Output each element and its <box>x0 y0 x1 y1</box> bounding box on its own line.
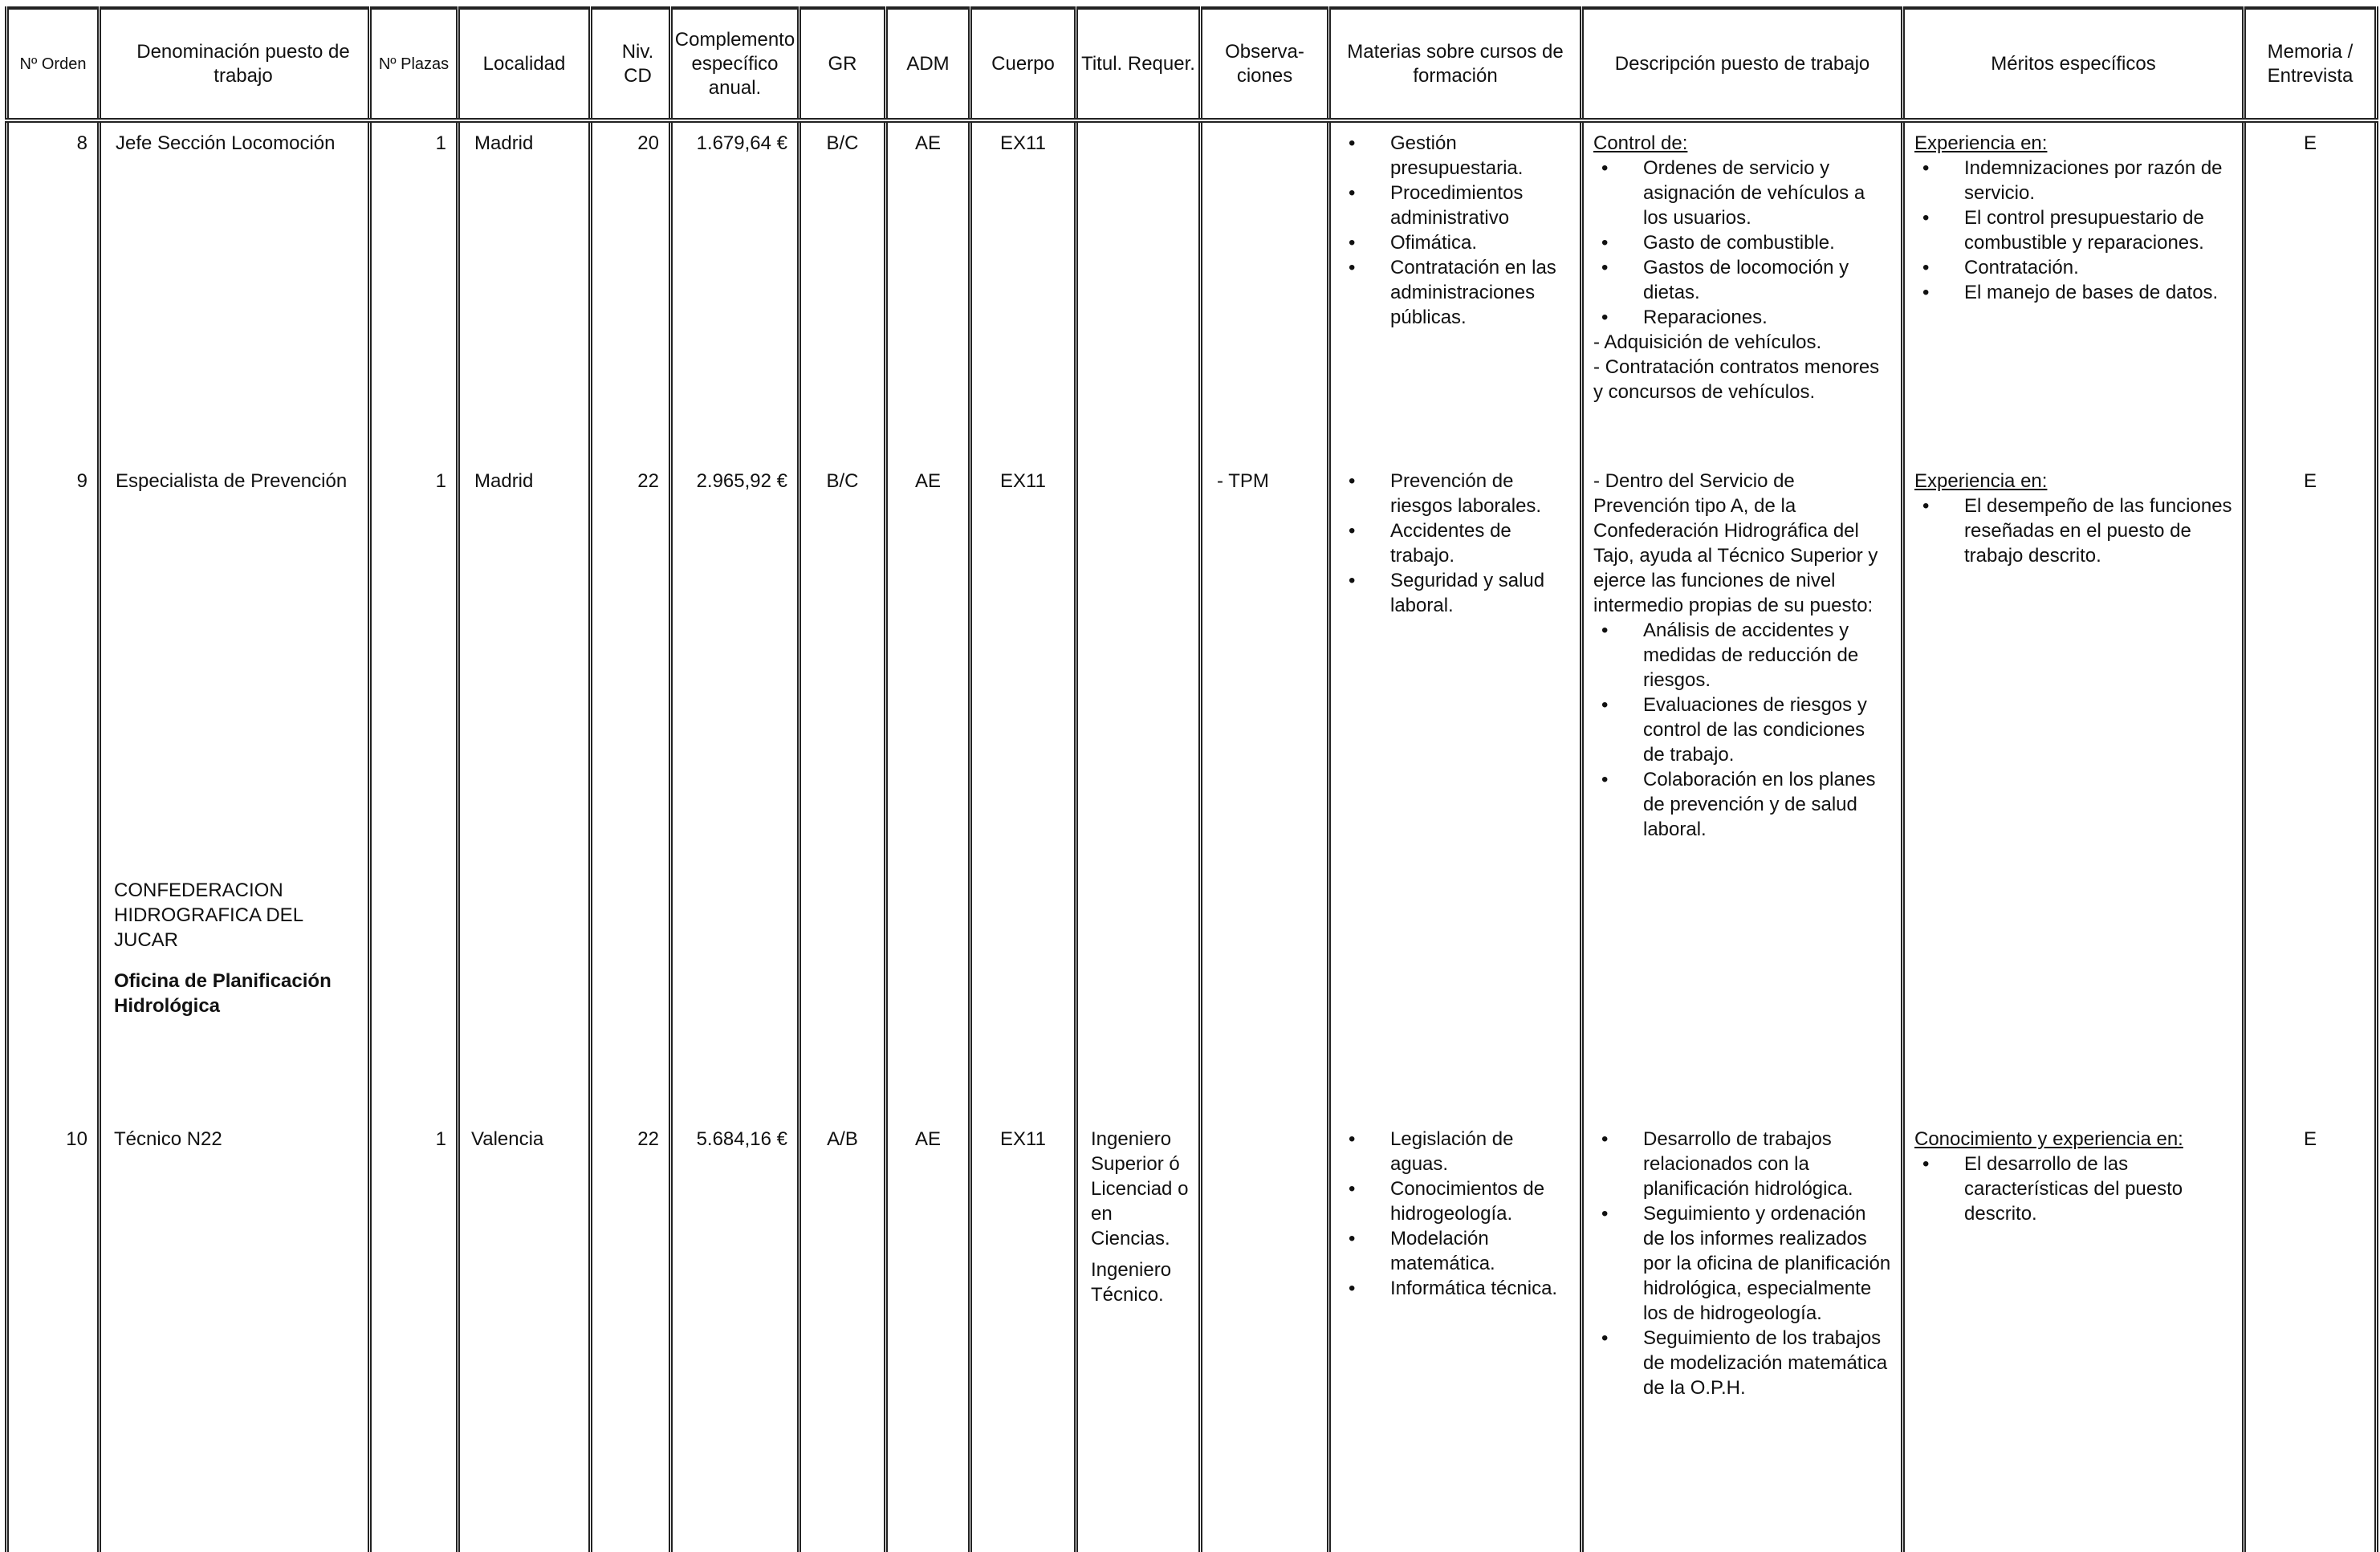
orden-cell: 10 <box>66 1128 87 1150</box>
list-item: • Legislación de aguas. <box>1390 1127 1570 1176</box>
gr-cell: B/C <box>826 132 859 154</box>
header-nivcd: Niv. CD <box>591 8 671 120</box>
meritos-list <box>1914 494 2232 568</box>
list-item: • Seguridad y salud laboral. <box>1390 568 1570 618</box>
plazas-cell: 1 <box>435 132 446 154</box>
meritos-list <box>1914 1152 2232 1226</box>
list-item: • Desarrollo de trabajos relacionados con la planificación hidrológica. <box>1643 1127 1891 1201</box>
nivcd-cell: 22 <box>637 470 659 492</box>
orden-cell: 9 <box>76 470 87 492</box>
list-item: • Seguimiento y ordenación de los informes realizados por la oficina de planificación hidrológica, especialmente los de hidrogeología. <box>1643 1201 1891 1326</box>
plazas-cell: 1 <box>435 470 446 492</box>
list-item: • Reparaciones. <box>1643 305 1891 330</box>
header-adm: ADM <box>886 8 970 120</box>
denominacion-cell: Jefe Sección Locomoción <box>116 132 336 154</box>
descripcion-dash-item: - Adquisición de vehículos. <box>1593 331 1822 353</box>
list-item: • El desempeño de las funciones reseñadas en el puesto de trabajo descrito. <box>1964 494 2232 568</box>
memoria-cell: E <box>2303 1128 2317 1150</box>
header-complemento: Complemento específico anual. <box>671 8 799 120</box>
positions-table <box>5 6 2378 1552</box>
list-item: • Colaboración en los planes de prevención y de salud laboral. <box>1643 767 1891 842</box>
list-item: • Indemnizaciones por razón de servicio. <box>1964 156 2232 205</box>
descripcion-intro: Control de: <box>1593 132 1688 154</box>
list-item: • Análisis de accidentes y medidas de reducción de riesgos. <box>1643 618 1891 693</box>
header-orden: Nº Orden <box>7 8 100 120</box>
complemento-cell: 1.679,64 € <box>696 132 787 154</box>
localidad-cell: Madrid <box>474 132 534 154</box>
header-row <box>7 8 2377 120</box>
header-localidad: Localidad <box>458 8 591 120</box>
header-memoria: Memoria / Entrevista <box>2244 8 2377 120</box>
list-item: • Conocimientos de hidrogeología. <box>1390 1176 1570 1226</box>
list-item: • Prevención de riesgos laborales. <box>1390 469 1570 518</box>
header-descripcion: Descripción puesto de trabajo <box>1582 8 1903 120</box>
section-org: CONFEDERACION HIDROGRAFICA DEL JUCAR <box>114 880 303 951</box>
list-item: • Evaluaciones de riesgos y control de las condiciones de trabajo. <box>1643 693 1891 767</box>
meritos-intro: Experiencia en: <box>1914 132 2048 154</box>
section-unit: Oficina de Planificación Hidrológica <box>114 970 332 1017</box>
materias-list <box>1341 1127 1570 1301</box>
header-plazas: Nº Plazas <box>370 8 458 120</box>
list-item: • Informática técnica. <box>1390 1276 1570 1301</box>
cuerpo-cell: EX11 <box>1000 132 1046 154</box>
observaciones-cell <box>1202 123 1327 131</box>
header-materias: Materias sobre cursos de formación <box>1329 8 1582 120</box>
nivcd-cell: 20 <box>637 132 659 154</box>
header-gr: GR <box>799 8 886 120</box>
table-row-8 <box>7 120 2377 461</box>
list-item: • Ordenes de servicio y asignación de vehículos a los usuarios. <box>1643 156 1891 230</box>
plazas-cell: 1 <box>435 1128 446 1150</box>
observaciones-cell: - TPM <box>1217 470 1269 492</box>
table-row-9 <box>7 461 2377 878</box>
complemento-cell: 5.684,16 € <box>696 1128 787 1150</box>
header-cuerpo: Cuerpo <box>970 8 1076 120</box>
section-row <box>7 878 2377 1119</box>
denominacion-cell: Especialista de Prevención <box>116 470 348 492</box>
meritos-list <box>1914 156 2232 305</box>
orden-cell: 8 <box>76 132 87 154</box>
list-item: • El manejo de bases de datos. <box>1964 280 2232 305</box>
descripcion-list <box>1593 618 1891 842</box>
list-item: • Ofimática. <box>1390 230 1570 255</box>
gr-cell: A/B <box>827 1128 858 1150</box>
cuerpo-cell: EX11 <box>1000 1128 1046 1150</box>
header-observaciones: Observa-ciones <box>1201 8 1329 120</box>
header-denominacion: Denominación puesto de trabajo <box>100 8 370 120</box>
adm-cell: AE <box>914 1128 941 1150</box>
memoria-cell: E <box>2303 470 2317 492</box>
adm-cell: AE <box>914 470 941 492</box>
gr-cell: B/C <box>826 470 859 492</box>
adm-cell: AE <box>914 132 941 154</box>
descripcion-dash-item: - Contratación contratos menores y concursos de vehículos. <box>1593 356 1880 403</box>
list-item: • El desarrollo de las características del puesto descrito. <box>1964 1152 2232 1226</box>
complemento-cell: 2.965,92 € <box>696 470 787 492</box>
observaciones-cell <box>1202 1119 1327 1127</box>
header-meritos: Méritos específicos <box>1903 8 2244 120</box>
list-item: • Gasto de combustible. <box>1643 230 1891 255</box>
titul-cell <box>1078 123 1198 131</box>
cuerpo-cell: EX11 <box>1000 470 1046 492</box>
meritos-intro: Experiencia en: <box>1914 470 2048 492</box>
list-item: • El control presupuestario de combustible y reparaciones. <box>1964 205 2232 255</box>
descripcion-intro: - Dentro del Servicio de Prevención tipo A, de la Confederación Hidrográfica del Tajo, ayuda al Técnico Superior y ejerce las funciones de nivel intermedio propias de su puesto: <box>1593 470 1878 616</box>
list-item: • Contratación en las administraciones públicas. <box>1390 255 1570 330</box>
table-row-10 <box>7 1119 2377 1552</box>
localidad-cell: Valencia <box>471 1128 544 1150</box>
titul-cell <box>1078 461 1198 469</box>
materias-list <box>1341 469 1570 618</box>
list-item: • Gastos de locomoción y dietas. <box>1643 255 1891 305</box>
memoria-cell: E <box>2303 132 2317 154</box>
descripcion-list <box>1593 1127 1891 1400</box>
list-item: • Seguimiento de los trabajos de modelización matemática de la O.P.H. <box>1643 1326 1891 1400</box>
meritos-intro: Conocimiento y experiencia en: <box>1914 1128 2183 1150</box>
denominacion-cell: Técnico N22 <box>114 1128 222 1150</box>
materias-list <box>1341 131 1570 330</box>
nivcd-cell: 22 <box>637 1128 659 1150</box>
list-item: • Contratación. <box>1964 255 2232 280</box>
titul-line-2: Ingeniero Técnico. <box>1091 1259 1172 1306</box>
list-item: • Modelación matemática. <box>1390 1226 1570 1276</box>
list-item: • Accidentes de trabajo. <box>1390 518 1570 568</box>
descripcion-list <box>1593 156 1891 330</box>
list-item: • Procedimientos administrativo <box>1390 181 1570 230</box>
titul-line-1: Ingeniero Superior ó Licenciad o en Ciencias. <box>1091 1128 1189 1249</box>
header-titul: Titul. Requer. <box>1076 8 1201 120</box>
localidad-cell: Madrid <box>474 470 534 492</box>
list-item: • Gestión presupuestaria. <box>1390 131 1570 181</box>
